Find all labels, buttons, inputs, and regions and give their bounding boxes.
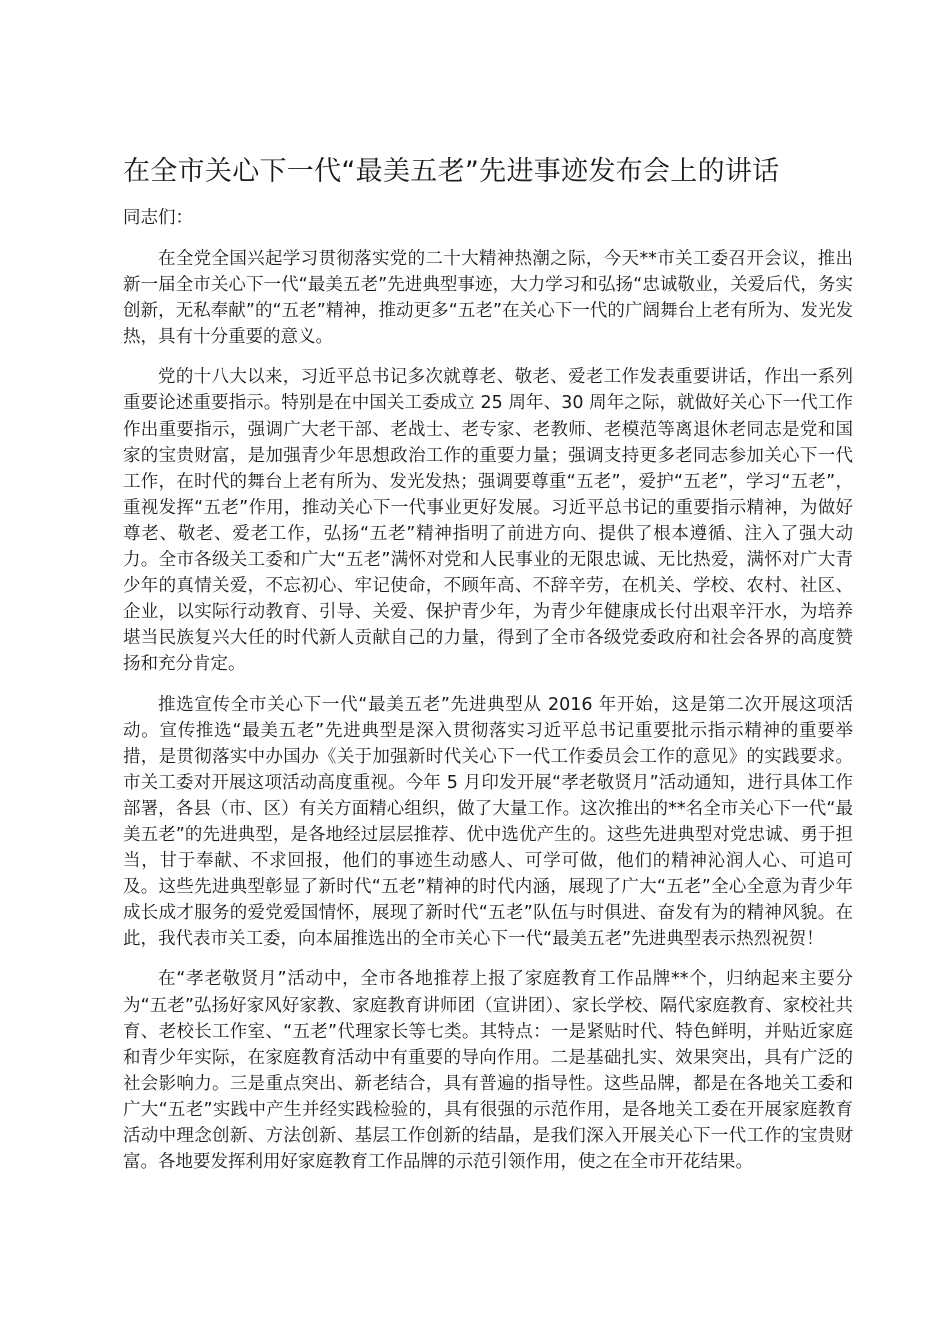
paragraph-3: 推选宣传全市关心下一代“最美五老”先进典型从 2016 年开始，这是第二次开展这项活动。宣传推选“最美五老”先进典型是深入贯彻落实习近平总书记重要批示指示精神的重要举措，是贯彻落实中办国办《关于加强新时代关心下一代工作委员会工作的意见》的实践要求。市关工委对开展这项活动高度重视。今年 5 月印发开展“孝老敬贤月”活动通知，进行具体工作部署，各县（市、区）有关方面精心组织，做了大量工作。这次推出的**名全市关心下一代“最美五老”的先进典型，是各地经过层层推荐、优中选优产生的。这些先进典型对党忠诚、勇于担当，甘于奉献、不求回报，他们的事迹生动感人、可学可做，他们的精神沁润人心、可追可及。这些先进典型彰显了新时代“五老”精神的时代内涵，展现了广大“五老”全心全意为青少年成长成才服务的爱党爱国情怀，展现了新时代“五老”队伍与时俱进、奋发有为的精神风貌。在此，我代表市关工委，向本届推选出的全市关心下一代“最美五老”先进典型表示热烈祝贺！ [123, 694, 853, 950]
document-page [123, 150, 853, 1189]
paragraph-4: 在“孝老敬贤月”活动中，全市各地推荐上报了家庭教育工作品牌**个，归纳起来主要分为“五老”弘扬好家风好家教、家庭教育讲师团（宣讲团）、家长学校、隔代家庭教育、家校社共育、老校长工作室、“五老”代理家长等七类。其特点：一是紧贴时代、特色鲜明，并贴近家庭和青少年实际，在家庭教育活动中有重要的导向作用。二是基础扎实、效果突出，具有广泛的社会影响力。三是重点突出、新老结合，具有普遍的指导性。这些品牌，都是在各地关工委和广大“五老”实践中产生并经实践检验的，具有很强的示范作用，是各地关工委在开展家庭教育活动中理念创新、方法创新、基层工作创新的结晶，是我们深入开展关心下一代工作的宝贵财富。各地要发挥利用好家庭教育工作品牌的示范引领作用，使之在全市开花结果。 [123, 969, 853, 1173]
document-title: 在全市关心下一代“最美五老”先进事迹发布会上的讲话 [123, 156, 780, 187]
paragraph-2: 党的十八大以来，习近平总书记多次就尊老、敬老、爱老工作发表重要讲话，作出一系列重要论述重要指示。特别是在中国关工委成立 25 周年、30 周年之际，就做好关心下一代工作作出重要指示，强调广大老干部、老战士、老专家、老教师、老模范等离退休老同志是党和国家的宝贵财富，是加强青少年思想政治工作的重要力量；强调支持更多老同志参加关心下一代工作，在时代的舞台上老有所为、发光发热；强调要尊重“五老”，爱护“五老”，学习“五老”，重视发挥“五老”作用，推动关心下一代事业更好发展。习近平总书记的重要指示精神，为做好尊老、敬老、爱老工作，弘扬“五老”精神指明了前进方向、提供了根本遵循、注入了强大动力。全市各级关工委和广大“五老”满怀对党和人民事业的无限忠诚、无比热爱，满怀对广大青少年的真情关爱，不忘初心、牢记使命，不顾年高、不辞辛劳，在机关、学校、农村、社区、企业，以实际行动教育、引导、关爱、保护青少年，为青少年健康成长付出艰辛汗水，为培养堪当民族复兴大任的时代新人贡献自己的力量，得到了全市各级党委政府和社会各界的高度赞扬和充分肯定。 [123, 367, 853, 675]
paragraph-1: 在全党全国兴起学习贯彻落实党的二十大精神热潮之际，今天**市关工委召开会议，推出新一届全市关心下一代“最美五老”先进典型事迹，大力学习和弘扬“忠诚敬业，关爱后代，务实创新，无私奉献”的“五老”精神，推动更多“五老”在关心下一代的广阔舞台上老有所为、发光发热，具有十分重要的意义。 [123, 249, 853, 348]
salutation: 同志们： [123, 208, 193, 228]
